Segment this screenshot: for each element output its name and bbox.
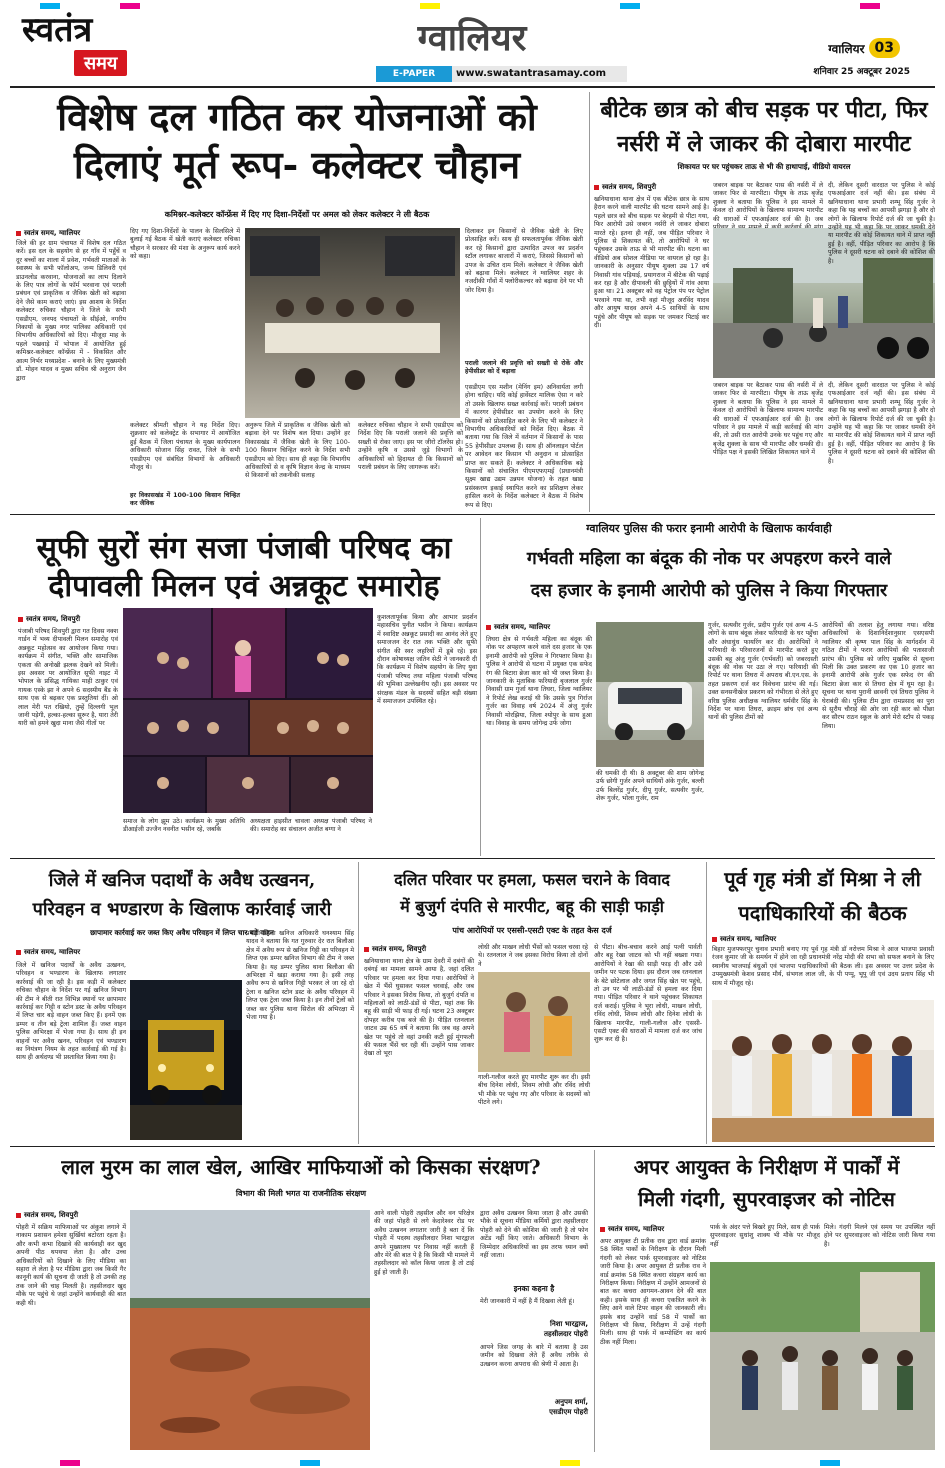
- park-inspection-art: [710, 1262, 935, 1450]
- story5-byline-text: स्वतंत्र समय, ग्वालियर: [24, 947, 81, 956]
- print-registration-mark: [620, 3, 640, 9]
- byline-marker: [16, 1213, 21, 1218]
- story8-sign1-name: निशा भारद्वाज,: [550, 1320, 588, 1328]
- masthead-city: [372, 12, 572, 62]
- party-meeting-art: [712, 1000, 934, 1142]
- byline-marker: [16, 950, 21, 955]
- story2-column1: खनियाधाना थाना क्षेत्र में एक बीटेक छात्र के साथ हैरान करने वाली मारपीट की घटना सामने आई है। पहले छात्र को बीच सड़क पर बेरहमी से पीटा गया, फिर आरोपी उसे जबरन नर्सरी ले जाकर दोबारा मारते रहे। इतना ही नहीं, जब पीड़ित परिवार ने पुलिस से शिकायत की, तो आरोपियों ने घर पहुंचकर उसके ताऊ से भी मारपीट की। घटना का वीडियो अब सोशल मीडिया पर वायरल हो रहा है। जानकारी के अनुसार पीयूष शुक्ला उम्र 17 वर्ष निवासी गांव पड़ियाई, प्रयागराज में बीटेक की पढ़ाई कर रहा है और दीपावली की छुट्टियों में गांव आया हुआ था। 21 अक्टूबर को वह पेट्रोल पंप पर पेट्रोल भरवाने गया था, तभी वहां मौजूद अरविंद यादव और आयुष यादव अपने 4-5 साथियों के साथ पहुंचे और पीयूष को सड़क पर जमकर पिटाई कर दी।: [594, 196, 709, 330]
- story3-column4: कुशलतापूर्वक किया और आभार प्रदर्शन महासचिव पुनीत भसीन ने किया। कार्यक्रम में स्वादिष्ट अन्नकूट प्रसादी का आनंद लेते हुए समाजजन देर रात तक भक्ति और सूफी संगीत की स्वर लहरियों में डूबे रहे। इस दौरान कोषाध्यक्ष जतिन सेठी ने जानकारी दी कि कार्यक्रम में विशेष सहयोग के लिए युवा पंजाबी परिषद तथा महिला पंजाबी परिषद की भूमिका उल्लेखनीय रही। इस अवसर पर संरक्षक मंडल के सदस्यों सहित बड़ी संख्या में समाजजन उपस्थित रहे।: [377, 614, 477, 706]
- print-registration-mark: [820, 1460, 840, 1466]
- story8-column3: द्वारा अवैध उत्खनन किया जाता है और उसकी भौके से सूचना मीडिया कर्मियों द्वारा तहसीलदार पोहरी को देने की कोशिश की जाती है तो फोन अटेंड नहीं किए जाते। अधिकारी विभाग के जिम्मेदार अधिकारियों का इस तरफ ध्यान क्यों नहीं जाता।: [480, 1210, 588, 1260]
- story4-kicker: ग्वालियर पुलिस की फरार इनामी आरोपी के खिलाफ कार्यवाही: [586, 522, 832, 535]
- print-registration-mark: [560, 1460, 580, 1466]
- story7-headline-line1: पूर्व गृह मंत्री डॉ मिश्रा ने ली: [724, 867, 921, 891]
- story9-column1: अपर आयुक्त टी प्रतीक राव द्वारा वार्ड क्रमांक 58 स्थित पार्कों के निरीक्षण के दौरान मिली गंदगी को लेकर पार्क सुपरवाइजर को नोटिस जारी किया है। अपर आयुक्त टी प्रतीक राव ने वार्ड क्रमांक 58 स्थित कचरा संग्रहण कार्य का निरीक्षण किया। निरीक्षण में उन्होंने आमजनों से बात कर कचरा आगमन-आवन देने की बात कही। इसके साथ ही कचरा एकत्रित करने के लिए आने वाले टिपर वाहन की जानकारी ली। इसके बाद उन्होंने वार्ड 58 में पार्कों का निरीक्षण भी किया, निरीक्षण में उन्हें गंदगी मिली। साथ ही पार्क में कम्पोस्टिंग का कार्य ठीक नहीं मिला।: [600, 1238, 706, 1346]
- story1-byline: [16, 228, 126, 238]
- story2-column3b: दी, लेकिन दूसरी वारदात पर पुलिस ने कोई एफआईआर दर्ज नहीं की। इस संबंध में खनियाधाना थाना प्रभारी शम्भू सिंह गुर्जर ने कहा कि यह बच्चों का आपसी झगड़ा है और दो लोगों के खिलाफ रिपोर्ट दर्ज की जा चुकी है। उन्होंने यह भी कहा कि पर जाकर धमकी देने या मारपीट की कोई शिकायत थाने में प्राप्त नहीं हुई है। वहीं, पीड़ित परिवार का आरोप है कि पुलिस ने दूसरी घटना को दबाने की कोशिश की है।: [828, 382, 935, 465]
- story6-column2: लोधी और माखन लोधी भैंसों को फसल चरवा रहे थे। रतनलाल ने जब इसका विरोध किया तो दोनों ने: [478, 944, 588, 968]
- section-divider: [10, 858, 935, 859]
- story8-sign1-role: तहसीलदार पोहरी: [543, 1330, 588, 1338]
- section-divider: [10, 514, 935, 515]
- story4-column3: गुर्जर, सत्यवीर गुर्जर, प्रदीप गुर्जर एवं अन्य 4-5 लोगों के साथ बंदूक लेकर फरियादी के घर पहुँचा और अंधाधुंध फायरिंग कर दी। आरोपियों ने फरियादी के परिवारजनों से मारपीट करते हुए उसकी बहू अंजु गुर्जर (गर्भवती) को जबरदस्ती बंदूक की नोक पर उठा ले गए। फरियादी की रिपोर्ट पर थाना तिघरा में अपराध बी.एन.एस. के तहत प्रकरण दर्ज कर विवेचना प्रारंभ की गई। उक्त सनसनीखेज प्रकरण को गंभीरता से लेते हुए वरिष्ठ पुलिस अधीक्षक ग्वालियर धर्मवीर सिंह के निर्देश पर थाना तिघरा, क्राइम ब्रांच एवं अन्य थानों की पुलिस टीमों को: [708, 622, 818, 722]
- story3-event-photo-collage: [123, 608, 373, 813]
- byline-marker: [364, 947, 369, 952]
- story8-quote-sdm: आपने जिस जगह के बारे में बताया है उस जमीन को दिखवा लेते हैं अवैध तरीके से उत्खनन करना अपराध की श्रेणी में आता है।: [480, 1344, 588, 1368]
- story4-byline-text: स्वतंत्र समय, ग्वालियर: [494, 622, 551, 631]
- story9-headline-line1: अपर आयुक्त के निरीक्षण में पार्कों में: [633, 1155, 900, 1179]
- story9-park-inspection-photo: [710, 1262, 935, 1450]
- site-url[interactable]: www.swatantrasamay.com: [452, 66, 627, 82]
- story9-byline-text: स्वतंत्र समय, ग्वालियर: [608, 1224, 665, 1233]
- story1-column4: दिलाकर इन किसानों से जैविक खेती के लिए प्रोत्साहित करें। साथ ही सफलतापूर्वक जैविक खेती कर रहे किसानों द्वारा उत्पादित उपज का प्रदर्शन स्टॉल लगाकर बाजारों में कराएं, जिससे किसानों को उपज के उचित दाम मिलें। कलेक्टर ने जैविक खेती को बढ़ावा मिले। कलेक्टर ने ग्वालियर शहर के नजदीकी गाँवों में फ्लोरीकल्चर को बढ़ावा देने पर भी जोर दिया है।: [465, 228, 583, 294]
- story5-byline: [16, 947, 126, 957]
- story1-column3: अनुरूप जिले में प्राकृतिक व जैविक खेती को बढ़ावा देने पर विशेष बल दिया। उन्होंने हर विकासखंड में जैविक खेती के लिए 100-100 किसान चिन्हित करने के निर्देश सभी एसडीएम को दिए। साथ ही कहा कि विभागीय अधिकारियों से व कृषि विज्ञान केन्द्र के माध्यम से किसानों को तकनीकी सलाह: [245, 422, 350, 480]
- story6-headline-line2: में बुजुर्ग दंपति से मारपीट, बहू की साड़ी फाड़ी: [400, 897, 664, 916]
- story6-headline-line1: दलित परिवार पर हमला, फसल चराने के विवाद: [394, 870, 670, 889]
- story7-meeting-photo: [712, 1000, 934, 1142]
- story4-car-photo: [596, 622, 704, 767]
- story8-column1: पोहरी में सक्रिय माफियाओं पर अंकुश लगाने में नाकाम प्रशासन हमेशा सुर्खियां बटोरता रहता है। और कभी कभा दिखावे की कार्यवाही कर खुद अपनी पीठ थपथपा लेता है। और उच्च अधिकारियों को दिखाने के लिए मीडिया का सहारा ले लेता है पर मीडिया द्वारा जब किसी गैर कानूनी कार्य की सूचना दी जाती है तो उनकी तह तक जाने की चाह मिलती है। तहसीलदार खुद मौके पर पहुंचे थे जहां उन्होंने कार्यवाही की बात कही थी।: [16, 1224, 126, 1307]
- story4-column4: आरोपियों की तलाश हेतु लगाया गया। वरिष्ठ अधिकारियों के दिशानिर्देशानुसार एसएसपी ग्वालियर श्री कृष्ण पाल सिंह के मार्गदर्शन में गठित टीमों ने फरार आरोपियों की पतासाजी प्रारंभ की। पुलिस को जरिए मुखबिर से सूचना मिली कि उक्त प्रकरण का एक 10 हजार का इनामी आरोपी अंके गुर्जर एक सफेद रंग की बिटारा ब्रेजा कार से तिघरा क्षेत्र में घूम रहा है। सूचना पर थाना पुरानी छावनी एवं तिघरा पुलिस ने घेराबंदी की। पुलिस टीम द्वारा रामप्रसाद का पुरा से सूरौय चौराहे की ओर जा रही कार को पीछा कर सौरभ राठन स्कूल के आगे मेरो स्टॉप से पकड़ लिया।: [822, 622, 934, 730]
- story3-column1: पंजाबी परिषद शिवपुरी द्वारा गत दिवस नक्श गार्डन में भव्य दीपावली मिलन समारोह एवं अन्नकूट महोत्सव का आयोजन किया गया। कार्यक्रम में संगीत, भक्ति और सामाजिक एकता की अनोखी झलक देखने को मिली। इस अवसर पर आयोजित सूफी नाइट में भोपाल के प्रसिद्ध गायिका माही ठाकुर एवं गायक एस्के झा ने अपने 6 सदस्यीय बैंड के साथ एक से बढ़कर एक प्रस्तुतियां दीं। ओ लाल मेरी पत रखियो, तुम्हें दिल्लगी भूल जानी पड़ेगी, हल्का-हल्का सुरूर है, यारा तेरी यारी को हमने खुदा माना जैसे गीतों पर: [18, 628, 118, 728]
- print-registration-mark: [420, 3, 440, 9]
- epaper-badge: E-PAPER: [376, 66, 452, 82]
- story5-column1: जिले में खनिज पदार्थों के अवैध उत्खनन, परिवहन व भण्डारण के खिलाफ लगातार कार्रवाई की जा रही है। इस कड़ी में कलेक्टर रुचिका चौहान के निर्देश पर गई खनिज विभाग की टीम ने बीती रात विभिन्न स्थानों पर छापामार कार्रवाई कर गिट्टी व स्टोन डस्ट के अवैध परिवहन में लिप्त चार बड़े वाहन जब्त किए हैं। इनमें एक डम्पर व तीन बड़े ट्रेला शामिल हैं। जब्त वाहन पुलिस अभिरक्षा में भेजा गया है। साथ ही इन वाहनों पर अवैध खनन, परिवहन एवं भण्डारण का नियंत्रण नियम के तहत कार्रवाई की गई है। साथ ही अर्थदण्ड भी प्रस्तावित किया गया है।: [16, 962, 126, 1062]
- logo-bottom-text: समय: [74, 50, 127, 76]
- issue-date: शनिवार 25 अक्टूबर 2025: [813, 67, 910, 77]
- story3-column2: समाज के लोग झूम उठे। कार्यक्रम के मुख्य अतिथि डीआईजी उज्जैन नवनीत भसीन रहे, जबकि: [123, 818, 245, 834]
- masthead-divider: [10, 86, 935, 88]
- story8-sign2-name: अनुपम शर्मा,: [554, 1398, 588, 1406]
- byline-marker: [712, 937, 717, 942]
- section-divider: [10, 1146, 935, 1147]
- story3-byline: [18, 614, 118, 624]
- story5-headline-line1: जिले में खनिज पदार्थों के अवैध उत्खनन,: [48, 870, 316, 891]
- story1-meeting-photo: [245, 228, 460, 418]
- logo-top-text: स्वतंत्र: [22, 10, 93, 50]
- page-city: ग्वालियर: [828, 41, 865, 56]
- story7-body: बिहार मुजफ्फरपुर चुनाव प्रभारी बनाए गए पूर्व गृह मंत्री डॉ नरोत्तम मिश्रा ने आज भाजपा प्रवासी रंजन कुमार जी के समर्थन में होने जा रही प्रधानमंत्री नरेंद्र मोदी की सभा को सफल बनाने के लिए स्थानीय भाजपाई बंधुओं एवं भाजपा पदाधिकारियों की बैठक ली। इस अवसर पर उत्तर प्रदेश के उपमुख्यमंत्री केशव प्रसाद मौर्य, संभगल लाल जी, के पी पप्पू, भूपू जी एवं उदय प्रताप सिंह भी साथ में मौजूद रहे।: [712, 946, 934, 987]
- column-divider: [706, 862, 707, 1144]
- story5-truck-photo: [130, 980, 242, 1140]
- story2-subheadline: शिकायत पर घर पहुंचकर ताऊ से भी की हाथापाई, वीडियो वायरल: [677, 162, 851, 171]
- story6-byline: [364, 944, 474, 954]
- story8-quote-tehsildar: मेरी जानकारी में नहीं है मैं दिखवा लेती हूं।: [480, 1298, 575, 1305]
- story1-column5: एसडीएम एस मशीन (मेनिंग इम) अनिवार्यता लगी होना चाहिए। यदि कोई हार्वेस्टर मालिक ऐसा न करे तो उसके खिलाफ सख्त कार्रवाई करें। पराली प्रबंधन में कारगर हेपीसीडर का उपयोग करने के लिए किसानों को प्रोत्साहित करने के लिए भी कलेक्टर ने विभागीय अधिकारियों को निर्देश दिए। बैठक में बताया गया कि जिले में वर्तमान में किसानों के पास 55 हेपीसीडर उपलब्ध हैं। साथ ही ऑनलाइन पोर्टल पर आवेदन कर किसान भी अनुदान व प्रोत्साहित प्राप्त कर सकते हैं। कलेक्टर ने अधिकाधिक बढ़े किसानों को संचालित पीएमएफएमई (प्रधानमंत्री सूक्ष्म खाद्य उद्यम उन्नयन योजना) के तहत खाद्य प्रसंस्करण इकाई स्थापित करने का प्रशिक्षण लेकर हासिल करने के निर्देश कलेक्टर ने बैठक में विशेष रूप से दिए।: [465, 384, 583, 509]
- story4-column2: की धमकी दी थी। 8 अक्टूबर की शाम जोगेन्द्र उर्फ छोगी गुर्जर अपने साथियों अंके गुर्जर, बल्ली उर्फ बिलरेंद्र गुर्जर, दीपू गुर्जर, सत्यवीर गुर्जर, शेरू गुर्जर, भोला गुर्जर, राम: [596, 770, 704, 803]
- story4-headline-line1: गर्भवती महिला का बंदूक की नोक पर अपहरण करने वाले: [526, 549, 892, 569]
- story4-column1: तिघरा क्षेत्र से गर्भवती महिला का बंदूक की नोक पर अपहरण करने वाले दस हजार के एक इनामी आरोपी को पुलिस ने गिरफ्तार किया है। पुलिस ने आरोपी से घटना में प्रयुक्त एक सफेद रंग की बिटारा ब्रेजा कार को भी जब्त किया है। जानकारी के मुताबिक फरियादी बृजलाल गुर्जर निवासी ग्राम गुर्जा थाना तिघरा, जिला ग्वालियर ने रिपोर्ट लेख कराई थी कि उसके पुत्र गिर्राज गुर्जर का विवाह वर्ष 2024 में अंजु गुर्जर निवासी मोरझिया, जिला श्योपुर के साथ हुआ था। विवाह के समय जोगेन्द्र उर्फ जोगा: [486, 636, 592, 728]
- print-registration-mark: [120, 3, 140, 9]
- story7-headline-line2: पदाधिकारियों की बैठक: [738, 901, 907, 925]
- page-number: 03: [869, 38, 900, 58]
- story1-column2: दिए गए दिशा-निर्देशों के पालन के सिलसिले में बुलाई गई बैठक में खेती कराएं कलेक्टर रुचिका चौहान ने सरकार की मंशा के अनुरूप कार्य करने को कहा।: [130, 228, 240, 261]
- column-divider: [480, 518, 481, 856]
- print-registration-mark: [300, 1460, 320, 1466]
- story4-headline-line2: दस हजार के इनामी आरोपी को पुलिस ने किया गिरफ्तार: [530, 581, 888, 601]
- story8-sign2-role: एसडीएम पोहरी: [549, 1408, 588, 1416]
- story2-byline: [594, 182, 709, 192]
- print-registration-mark: [60, 1460, 80, 1466]
- story9-column2: पार्क के अंदर पत्ते बिखरे हुए मिले, साथ ही पार्क सुपरवाइजर सुधांशु शाक्य भी मौके पर मौजूद नहीं: [710, 1224, 820, 1248]
- story1-byline-text: स्वतंत्र समय, ग्वालियर: [24, 228, 81, 237]
- byline-marker: [486, 625, 491, 630]
- story7-byline: [712, 934, 822, 944]
- story8-byline-text: स्वतंत्र समय, शिवपुरी: [24, 1210, 79, 1219]
- print-registration-mark: [860, 3, 880, 9]
- story1-subhead-stubble: पराली जलाने की प्रवृत्ति को सख्ती से रोकें और हेपीसीडर को दें बढ़ावा: [465, 360, 583, 376]
- story6-subheadline: पांच आरोपियों पर एससी-एसटी एक्ट के तहत केस दर्ज: [452, 926, 612, 935]
- city-name: ग्वालियर: [417, 17, 527, 59]
- victims-photo-art: [478, 972, 590, 1072]
- story8-headline: लाल मुरम का लाल खेल, आखिर माफियाओं को किसका संरक्षण?: [61, 1155, 541, 1179]
- byline-marker: [16, 231, 21, 236]
- story6-byline-text: स्वतंत्र समय, शिवपुरी: [372, 944, 427, 953]
- story4-byline: [486, 622, 596, 632]
- car-photo-art: [596, 622, 704, 767]
- truck-photo-art: [130, 980, 242, 1140]
- story2-column2a: जबरन बाइक पर बैठाकर पास की नर्सरी में ले जाकर फिर से मारपीटा। पीयूष के ताऊ बृजेंद्र शुक्ला ने बताया कि पुलिस ने इस मामले में केवल दो आरोपियों के खिलाफ सामान्य मारपीट की धाराओं में एफआईआर दर्ज की है। जब: [713, 182, 823, 223]
- story1-column4b: कलेक्टर रुचिका चौहान ने सभी एसडीएम को निर्देश दिए कि पराली जलाने की प्रवृत्ति को सख्ती से रोका जाए। इस पर जीरो टॉलरेंस हो। उन्होंने कृषि व उससे जुड़े विभागों के अधिकारियों को हिदायत दी कि किसानों को पराली प्रबंधन के लिए जागरूक करें।: [358, 422, 463, 472]
- story1-column1: जिले की हर ग्राम पंचायत में विशेष दल गठित करें। इस दल के सहयोग से हर गाँव में पहुँचें व दूर बच्चों का शाला में प्रवेश, गर्भवती माताओं के स्वास्थ्य के सभी फॉलोअप, जन्म डिलिवरी एवं डाउनलोड करवाना, योजनाओं का लाभ दिलाने के लिए पात्र लोगों के फॉर्म भरवाना एवं पराली प्रबंधन एवं प्राकृतिक व जैविक खेती को बढ़ावा देने जैसे काम कराएं जाएं। इस आशय के निर्देश कलेक्टर रुचिका चौहान ने जिले के सभी एसडीएम, जनपद पंचायतों के सीईओ, नगरीय निकायों के मुख्य नगर पालिका अधिकारी एवं विभागीय अधिकारियों को दिए। मौजूदा माह के पहले पखवाड़े में भोपाल में आयोजित हुई कमिश्नर-कलेक्टर कॉन्फ्रेंस में - विकसित और आत्म निर्भर मध्यप्रदेश - बनाने के लिए मुख्यमंत्री डॉ. मोहन यादव व मुख्य सचिव श्री अनुराग जैन द्वारा: [16, 240, 126, 382]
- byline-marker: [18, 617, 23, 622]
- story1-headline-line1: विशेष दल गठित कर योजनाओं को: [57, 94, 537, 139]
- meeting-photo-art: [245, 228, 460, 418]
- event-collage-art: [123, 608, 373, 813]
- story3-byline-text: स्वतंत्र समय, शिवपुरी: [26, 614, 81, 623]
- story6-column2b: गाली-गलौज करते हुए मारपीट शुरू कर दी। इसी बीच दिनेश लोधी, शिवम लोधी और रविंद लोधी भी मौके पर पहुंच गए और परिवार के सदस्यों को पीटने लगे।: [478, 1074, 590, 1107]
- story1-subheadline: कमिश्नर-कलेक्टर कॉन्फ्रेंस में दिए गए दिशा-निर्देशों पर अमल को लेकर कलेक्टर ने ली बैठक: [164, 210, 430, 219]
- story7-byline-text: स्वतंत्र समय, ग्वालियर: [720, 934, 777, 943]
- story8-column2: आने वाली पोहरी तहसील और वन परिक्षेत्र की जहां पोहरी से लगे केदारेश्वर रोड पर अवैध उत्खनन लगातार जारी है बता दें कि पोहरी में पदस्थ तहसीलदार निशा भारद्वाज अपने मुख्यालय पर निवास नहीं करती हैं और मेरे की बात पे है कि किसी भी मामले में तहसीलदार को कॉल किया जाता है तो टाई हुई हो जाती हैं।: [374, 1210, 474, 1276]
- story6-column3: से पीटा। बीच-बचाव करने आई पत्नी पार्वती और बहू रेखा जाटव को भी नहीं बख्शा गया। आरोपियों ने रेखा की साड़ी फाड़ दी और उसे जमीन पर पटक दिया। इस दौरान जब रतनलाल के बेटे छोटेलाल और जगत सिंह खेत पर पहुंचे, तो उन पर भी लाठी-डंडों से हमला कर दिया गया। पीड़ित परिवार ने थाने पहुंचकर शिकायत दर्ज कराई। पुलिस ने भूरा लोधी, माखन लोधी, रविंद लोधी, शिवम लोधी और दिनेश लोधी के खिलाफ मारपीट, गाली-गलौज और एससी-एसटी एक्ट की धाराओं में मामला दर्ज कर जांच शुरू कर दी है।: [594, 944, 702, 1044]
- page-info: [790, 36, 900, 60]
- column-divider: [589, 92, 590, 512]
- story9-byline: [600, 1224, 706, 1234]
- story5-subheadline: छापामार कार्रवाई कर जब्त किए अवैध परिवहन में लिप्त चार बड़े वाहन: [90, 928, 274, 937]
- story1-subhead-farmers: हर विकासखंड में 100-100 किसान चिन्हित कर जैविक: [130, 492, 240, 508]
- story8-quote-heading: इनका कहना है: [513, 1284, 555, 1293]
- story2-column2b: जबरन बाइक पर बैठाकर पास की नर्सरी में ले जाकर फिर से मारपीटा। पीयूष के ताऊ बृजेंद्र शुक्ला ने बताया कि पुलिस ने इस मामले में केवल दो आरोपियों के खिलाफ सामान्य मारपीट की धाराओं में एफआईआर दर्ज की है। जब परिवार ने इस मामले में कड़ी कार्रवाई की मांग की, तो उसी रात आरोपी उनके घर पहुंच गए और बृजेंद्र शुक्ला के साथ भी मारपीट और धमकी दी। पीड़ित पक्ष ने इसकी लिखित शिकायत थाने में: [713, 382, 823, 457]
- story3-column3: अध्यक्षता हाइसीत चावला अध्यक्ष पंजाबी परिषद ने की। समारोह का संचालन अजीत बग्गा ने: [250, 818, 372, 834]
- story1-headline-line2: दिलाएं मूर्त रूप- कलेक्टर चौहान: [73, 142, 521, 187]
- print-registration-mark: [40, 3, 60, 9]
- story2-column3a: दी, लेकिन दूसरी वारदात पर पुलिस ने कोई एफआईआर दर्ज नहीं की। इस संबंध में खनियाधाना थाना प्रभारी शम्भू सिंह गुर्जर ने कहा कि यह बच्चों का आपसी झगड़ा है और दो लोगों के खिलाफ रिपोर्ट दर्ज की जा चुकी है। उन्होंने यह भी कहा कि पर जाकर धमकी देने या मारपीट की कोई शिकायत थाने में प्राप्त नहीं हुई है। वहीं, पीड़ित परिवार का आरोप है कि पुलिस ने दूसरी घटना को दबाने की कोशिश की है।: [828, 182, 935, 265]
- byline-marker: [594, 185, 599, 190]
- story8-murram-site-photo: [130, 1210, 370, 1450]
- byline-marker: [600, 1227, 605, 1232]
- story9-column3: मिले। गंदगी मिलने एवं समय पर उपस्थित नहीं होने पर सुपरवाइजर को नोटिस जारी किया गया है।: [824, 1224, 935, 1248]
- story2-headline-line1: बीटेक छात्र को बीच सड़क पर पीटा, फिर: [600, 97, 928, 123]
- story1-column2b: कलेक्टर श्रीमती चौहान ने यह निर्देश दिए। शुक्रवार को कलेक्ट्रेट के सभागार में आयोजित हुई बैठक में जिला पंचायत के मुख्य कार्यपालन अधिकारी सोजान सिंह रावत, जिले के सभी एसडीएम एवं संबंधित विभागों के अधिकारी मौजूद थे।: [130, 422, 240, 472]
- story3-headline-line1: सूफी सुरों संग सजा पंजाबी परिषद का: [36, 531, 452, 566]
- story8-byline: [16, 1210, 126, 1220]
- masthead-logo[interactable]: [22, 10, 162, 82]
- story2-byline-text: स्वतंत्र समय, शिवपुरी: [602, 182, 657, 191]
- story5-headline-line2: परिवहन व भण्डारण के खिलाफ कार्रवाई जारी: [32, 899, 332, 920]
- story8-subheadline: विभाग की मिली भगत या राजनीतिक संरक्षण: [235, 1189, 367, 1198]
- story2-headline-line2: नर्सरी में ले जाकर की दोबारा मारपीट: [617, 131, 911, 157]
- column-divider: [358, 862, 359, 1144]
- story9-headline-line2: मिली गंदगी, सुपरवाइजर को नोटिस: [638, 1187, 895, 1211]
- story5-column2: प्रभारी जिला खनिज अधिकारी घनश्याम सिंह यादव ने बताया कि गत गुरुवार देर रात बिलौआ क्षेत्र में अवैध रूप से खनिज गिट्टी का परिवहन मे लिप्त एक डम्पर खनिज विभाग की टीम ने जब्त किया है। यह डम्पर पुलिस थाना बिलौआ की अभिरक्षा में खड़ा कराया गया है। इसी तरह अवैध रूप से खनिज गिट्टी भरकर ले जा रहे दो ट्रेला व खनिज स्टोन डस्ट के अवैध परिवहन में लिप्त एक ट्रेला जब्त किया है। इन तीनों ट्रेलों को जब्त कर पुलिस थाना सिरोल की अभिरक्षा में भेजा गया है।: [246, 930, 354, 1022]
- murram-site-art: [130, 1210, 370, 1450]
- story3-headline-line2: दीपावली मिलन एवं अन्नकूट समारोह: [48, 569, 440, 604]
- column-divider: [594, 1150, 595, 1452]
- story6-victims-photo: [478, 972, 590, 1072]
- story6-column1: खनियाधाना थाना क्षेत्र के ग्राम देवरी में दबंगों की दबंगई का मामला सामने आया है, जहां दलित परिवार पर हमला कर दिया गया। आरोपियों ने खेत में भैंसें घुसाकर फसल चरवाई, और जब परिवार ने इसका विरोध किया, तो बुजुर्ग दंपति व महिलाओं को लाठी-डंडों से पीटा, यहां तक कि बहू की साड़ी भी फाड़ दी गई। घटना 23 अक्टूबर दोपहर करीब एक बजे की है। पीड़ित रतनलाल जाटव उम्र 65 वर्ष ने बताया कि जब वह अपने खेत पर पहुंचे तो वहां उनकी कटी हुई मूंगफली की फसल भैंसें चर रही थीं। उन्होंने पास जाकर देखा तो भूरा: [364, 958, 474, 1058]
